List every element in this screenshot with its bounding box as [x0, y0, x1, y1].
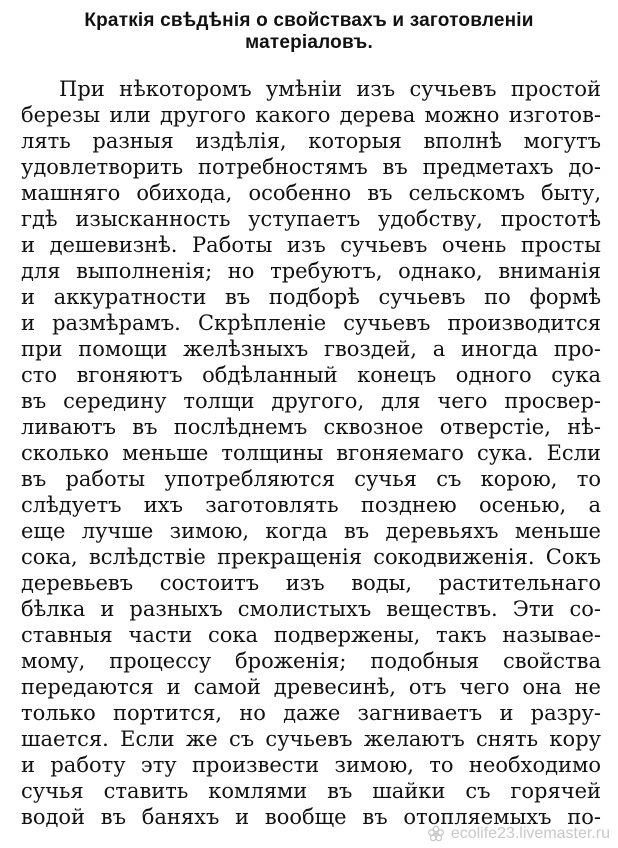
text-line: ставныя части сока подвержены, такъ называе- [21, 623, 601, 647]
body-text [21, 76, 601, 830]
text-line: сто вгоняютъ обдѣланный конецъ одного сука [21, 363, 601, 387]
text-line: и работу эту произвести зимою, то необходимо [21, 753, 601, 777]
text-line: деревьевъ состоитъ изъ воды, растительнаго [21, 571, 601, 595]
watermark [427, 825, 610, 843]
text-line: и дешевизнѣ. Работы изъ сучьевъ очень просты [21, 233, 601, 257]
text-line: для выполненія; но требуютъ, однако, вниманія [21, 259, 601, 283]
text-line: только портится, но даже загниваетъ и разру- [21, 701, 601, 725]
text-line: сколько меньше толщины вгоняемаго сука. Если [21, 441, 601, 465]
text-line: гдѣ изысканность уступаетъ удобству, простотѣ [21, 207, 601, 231]
heading-line-2: матеріаловъ. [245, 32, 373, 53]
text-line: шается. Если же съ сучьевъ желаютъ снять кору [21, 727, 601, 751]
text-line: еще лучше зимою, когда въ деревьяхъ меньше [21, 519, 601, 543]
text-line: передаются и самой древесинѣ, отъ чего она не [21, 675, 601, 699]
text-line: сока, вслѣдствіе прекращенія сокодвиженія. Сокъ [21, 545, 601, 569]
text-line: при помощи желѣзныхъ гвоздей, а иногда про- [21, 337, 601, 361]
flower-icon [427, 825, 445, 843]
text-line: слѣдуетъ ихъ заготовлять позднею осенью, а [21, 493, 601, 517]
text-line: лять разныя издѣлія, которыя вполнѣ могутъ [21, 129, 601, 153]
text-line: удовлетворить потребностямъ въ предметахъ до- [21, 155, 601, 179]
page-heading [0, 10, 618, 54]
text-line: ливаютъ въ послѣднемъ сквозное отверстіе, нѣ- [21, 415, 601, 439]
text-line: мому, процессу броженія; подобныя свойства [21, 649, 601, 673]
text-line: въ работы употребляются сучья съ корою, то [21, 467, 601, 491]
text-line: березы или другого какого дерева можно изготов- [21, 103, 601, 127]
text-line: и размѣрамъ. Скрѣпленіе сучьевъ производится [21, 311, 601, 335]
text-line: бѣлка и разныхъ смолистыхъ веществъ. Эти со- [21, 597, 601, 621]
text-line: сучья ставить комлями въ шайки съ горячей [21, 779, 601, 803]
text-line: При нѣкоторомъ умѣніи изъ сучьевъ простой [59, 77, 601, 101]
text-line: водой въ баняхъ и вообще въ отопляемыхъ по- [21, 805, 601, 829]
text-line: въ середину толщи другого, для чего просвер- [21, 389, 601, 413]
text-line: и аккуратности въ подборѣ сучьевъ по формѣ [21, 285, 601, 309]
text-line: машняго обихода, особенно въ сельскомъ быту, [21, 181, 601, 205]
heading-line-1: Краткія свѣдѣнія о свойствахъ и заготовленіи [84, 10, 534, 31]
watermark-text: ecolife23.livemaster.ru [450, 825, 610, 842]
